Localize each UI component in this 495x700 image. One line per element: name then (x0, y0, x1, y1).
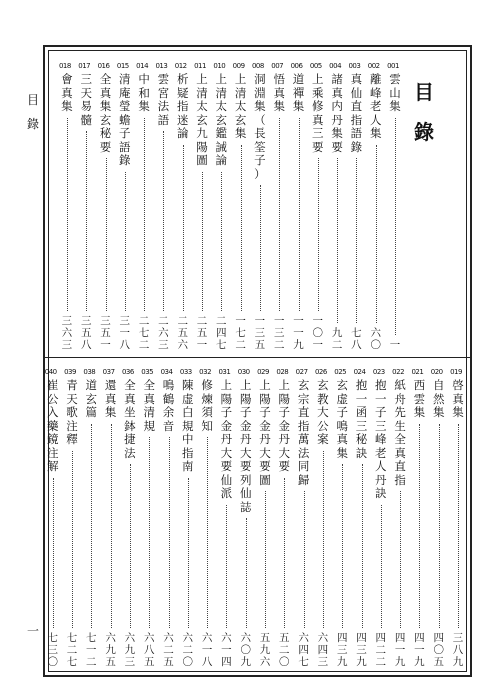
toc-entry-title: 上 清 太 玄 鑑 誡 論 (215, 72, 228, 167)
toc-entry-title: 全 真 清 規 (143, 378, 155, 433)
toc-entry-title: 紙 舟 先 生 全 真 直 指 (394, 378, 406, 487)
toc-entry-page: 七 八 (351, 327, 362, 351)
toc-leader-dots (226, 505, 240, 629)
toc-entry-number: 007 (271, 62, 284, 70)
toc-entry-page: 六 四 三 (317, 632, 329, 668)
toc-entry[interactable] (176, 62, 190, 141)
toc-entry[interactable] (118, 62, 132, 168)
toc-entry-page: 六 九 五 (105, 632, 116, 668)
toc-leader-dots (362, 464, 376, 628)
toc-entry-page: 一 一 九 (293, 315, 304, 351)
toc-entry-page: 一 三 五 (254, 315, 266, 351)
toc-entry[interactable] (330, 62, 344, 154)
toc-entry[interactable] (451, 368, 465, 420)
toc-leader-dots (111, 424, 125, 629)
toc-entry-title: 三 天 易 髓 (80, 72, 92, 127)
toc-entry-page: 六 〇 九 (240, 632, 251, 668)
page-title: 目 錄 (414, 80, 434, 144)
toc-leader-dots (419, 424, 433, 629)
toc-entry-number: 017 (78, 62, 91, 70)
toc-leader-dots (221, 172, 235, 312)
toc-entry-page: 二 七 二 (138, 315, 150, 351)
toc-leader-dots (246, 518, 260, 628)
toc-leader-dots (381, 505, 395, 629)
toc-leader-dots (86, 131, 100, 311)
toc-leader-dots (106, 158, 120, 311)
toc-entry[interactable] (369, 62, 383, 141)
toc-entry-title: 中 和 集 (138, 72, 150, 113)
toc-entry-title: 全 真 集 玄 秘 要 (99, 72, 112, 154)
toc-entry[interactable] (200, 368, 214, 433)
toc-entry-number: 019 (450, 368, 462, 376)
toc-entry-title: 真 仙 直 指 語 錄 (350, 72, 363, 154)
toc-entry-page: 四 一 九 (414, 632, 425, 668)
toc-entry-number: 024 (353, 368, 366, 376)
toc-entry[interactable] (349, 62, 363, 154)
toc-leader-dots (67, 118, 81, 312)
toc-entry-page: 二 六 三 (158, 315, 169, 351)
toc-entry[interactable] (137, 62, 151, 114)
toc-entry-title: 修 煉 須 知 (201, 378, 213, 433)
toc-entry-title: 陳 虚 白 規 中 指 南 (182, 378, 194, 473)
toc-entry[interactable] (104, 368, 118, 420)
toc-entry[interactable] (374, 368, 388, 501)
toc-entry-number: 033 (179, 368, 192, 376)
toc-entry-number: 031 (218, 368, 231, 376)
toc-entry-page: 三 八 九 (452, 632, 464, 668)
toc-entry-number: 038 (83, 368, 96, 376)
toc-entry-title: 上 陽 子 金 丹 大 要 仙 派 (220, 378, 233, 500)
toc-entry-page: 二 五 六 (177, 315, 188, 351)
toc-entry-title: 上 陽 子 金 丹 大 要 圖 (259, 378, 271, 487)
toc-entry-page: 九 二 (331, 327, 343, 351)
toc-entry[interactable] (239, 368, 253, 514)
toc-entry[interactable] (355, 368, 369, 460)
toc-entry-number: 008 (251, 62, 264, 70)
toc-entry-number: 016 (97, 62, 110, 70)
toc-leader-dots (299, 118, 313, 312)
toc-entry-title: 西 雲 集 (413, 378, 426, 419)
toc-entry-page: 四 一 九 (394, 632, 406, 668)
toc-leader-dots (342, 464, 356, 628)
gutter-label-text: 目 錄 (26, 93, 39, 131)
toc-entry-title: 會 真 集 (61, 72, 73, 113)
toc-entry-title: 啓 真 集 (452, 378, 464, 419)
toc-entry-number: 023 (372, 368, 385, 376)
toc-entry-page: 六 二 五 (163, 632, 174, 668)
toc-leader-dots (91, 424, 105, 629)
toc-entry-title: 洞 淵 集 （ 長 筌 子 ） (254, 72, 266, 181)
toc-entry[interactable] (253, 62, 267, 181)
toc-entry[interactable] (142, 368, 156, 433)
toc-entry-number: 022 (392, 368, 405, 376)
toc-entry[interactable] (60, 62, 74, 114)
toc-entry[interactable] (388, 62, 402, 114)
toc-entry-title: 玄 教 大 公 案 (317, 378, 329, 446)
toc-entry-title: 道 禪 集 (292, 72, 305, 113)
toc-entry-page: 七 二 七 (66, 632, 78, 668)
toc-entry-page: 一 三 二 (273, 315, 285, 351)
toc-leader-dots (284, 478, 298, 629)
toc-entry-title: 析 疑 指 迷 論 (176, 72, 189, 140)
toc-entry-number: 013 (155, 62, 168, 70)
toc-leader-dots (395, 118, 409, 336)
toc-entry-number: 040 (44, 368, 57, 376)
toc-entry-number: 037 (102, 368, 115, 376)
gutter-label (26, 88, 40, 136)
toc-entry-page: 六 〇 (370, 327, 381, 351)
toc-entry-page: 六 八 五 (143, 632, 155, 668)
toc-entry-title: 全 真 坐 鉢 捷 法 (124, 378, 136, 460)
toc-entry-title: 抱 一 函 三 秘 訣 (355, 378, 368, 460)
toc-entry-number: 039 (64, 368, 76, 376)
toc-leader-dots (130, 464, 144, 628)
toc-leader-dots (376, 145, 390, 324)
toc-entry-title: 上 陽 子 金 丹 大 要 (278, 378, 291, 473)
toc-entry-number: 032 (199, 368, 212, 376)
toc-entry-page: 三 一 八 (119, 315, 131, 351)
toc-entry[interactable] (234, 62, 248, 141)
toc-entry-number: 020 (430, 368, 443, 376)
toc-entry-title: 上 清 太 玄 九 陽 圖 (196, 72, 208, 167)
toc-entry-title: 抱 一 子 三 峰 老 人 丹 訣 (375, 378, 387, 500)
toc-entry-number: 025 (334, 368, 347, 376)
toc-entry-title: 雲 山 集 (389, 72, 401, 113)
toc-leader-dots (163, 131, 177, 311)
toc-entry-title: 雲 宮 法 語 (157, 72, 170, 127)
toc-entry-page: 二 四 七 (216, 315, 227, 351)
toc-entry-page: 三 五 八 (80, 315, 92, 351)
toc-leader-dots (202, 172, 216, 312)
toc-entry-title: 諸 真 内 丹 集 要 (331, 72, 343, 154)
toc-entry-number: 011 (194, 62, 206, 70)
toc-entry[interactable] (432, 368, 446, 420)
toc-entry[interactable] (316, 368, 330, 447)
toc-leader-dots (125, 172, 139, 312)
toc-entry-title: 自 然 集 (432, 378, 445, 419)
toc-entry-page: 六 一 四 (221, 632, 232, 668)
toc-entry[interactable] (272, 62, 286, 114)
toc-leader-dots (279, 118, 293, 312)
toc-entry-number: 014 (136, 62, 149, 70)
toc-entry-page: 四 二 二 (375, 632, 387, 668)
toc-entry-title: 上 清 太 玄 集 (234, 72, 247, 140)
toc-entry-title: 悟 真 集 (273, 72, 285, 113)
toc-entry-number: 015 (116, 62, 129, 70)
toc-entry-number: 010 (213, 62, 226, 70)
toc-entry-page: 四 三 九 (356, 632, 367, 668)
toc-entry-title: 玄 虚 子 鳴 真 集 (336, 378, 348, 460)
toc-entry-page: 七 三 〇 (47, 632, 58, 668)
toc-leader-dots (265, 491, 279, 628)
toc-entry[interactable] (156, 62, 170, 127)
toc-entry-title: 上 乘 修 真 三 要 (312, 72, 324, 154)
toc-leader-dots (337, 158, 351, 323)
toc-entry-page: 六 二 〇 (182, 632, 194, 668)
toc-entry-number: 021 (411, 368, 424, 376)
toc-entry-number: 001 (387, 62, 399, 70)
toc-leader-dots (183, 145, 197, 312)
toc-entry-page: 六 九 三 (124, 632, 136, 668)
toc-leader-dots (207, 437, 221, 628)
toc-entry-page: 七 一 二 (86, 632, 97, 668)
toc-leader-dots (169, 437, 183, 628)
toc-entry-page: 六 四 七 (298, 632, 309, 668)
toc-leader-dots (356, 158, 370, 323)
toc-entry-number: 004 (329, 62, 342, 70)
toc-entry-number: 028 (276, 368, 289, 376)
toc-entry-number: 030 (237, 368, 250, 376)
section-divider (45, 357, 470, 358)
toc-entry[interactable] (277, 368, 291, 474)
toc-entry-number: 029 (257, 368, 269, 376)
toc-entry-page: 五 九 六 (259, 632, 271, 668)
toc-leader-dots (72, 451, 86, 629)
toc-entry-page: 三 五 一 (100, 315, 111, 351)
toc-entry[interactable] (412, 368, 426, 420)
toc-entry-number: 005 (309, 62, 322, 70)
toc-entry[interactable] (99, 62, 113, 154)
toc-entry[interactable] (65, 368, 79, 447)
toc-entry[interactable] (195, 62, 209, 168)
toc-leader-dots (323, 451, 337, 629)
toc-leader-dots (188, 478, 202, 629)
toc-entry-page: 一 七 二 (235, 315, 246, 351)
toc-entry-page: 一 (389, 339, 401, 351)
toc-leader-dots (304, 491, 318, 628)
toc-leader-dots (260, 185, 274, 311)
toc-entry-page: 二 五 一 (196, 315, 208, 351)
toc-entry[interactable] (181, 368, 195, 474)
toc-entry[interactable] (162, 368, 176, 433)
toc-entry-title: 清 庵 瑩 蟾 子 語 錄 (119, 72, 131, 167)
toc-entry-number: 003 (348, 62, 361, 70)
toc-leader-dots (53, 478, 67, 629)
toc-entry-number: 034 (160, 368, 173, 376)
toc-entry[interactable] (219, 368, 233, 501)
toc-entry-title: 上 陽 子 金 丹 大 要 列 仙 誌 (239, 378, 252, 514)
toc-entry-title: 離 峰 老 人 集 (369, 72, 382, 140)
toc-entry[interactable] (258, 368, 272, 487)
toc-entry-title: 崔 公 入 藥 鏡 注 解 (46, 378, 59, 473)
toc-leader-dots (318, 158, 332, 311)
toc-entry-page: 三 六 三 (61, 315, 73, 351)
page-number: 一 (27, 624, 40, 638)
toc-entry[interactable] (393, 368, 407, 487)
toc-entry[interactable] (214, 62, 228, 168)
toc-entry-number: 026 (314, 368, 327, 376)
toc-entry-number: 027 (295, 368, 308, 376)
toc-entry[interactable] (79, 62, 93, 127)
toc-entry-number: 012 (174, 62, 187, 70)
toc-entry-title: 玄 宗 直 指 萬 法 同 歸 (297, 378, 310, 487)
toc-entry-title: 道 玄 篇 (85, 378, 98, 419)
toc-entry[interactable] (84, 368, 98, 420)
toc-entry-title: 青 天 歌 注 釋 (66, 378, 78, 446)
toc-entry-number: 036 (121, 368, 134, 376)
toc-entry[interactable] (311, 62, 325, 154)
toc-entry-page: 四 〇 五 (433, 632, 444, 668)
toc-entry[interactable] (335, 368, 349, 460)
toc-entry-page: 一 〇 一 (312, 315, 324, 351)
toc-leader-dots (458, 424, 472, 629)
toc-entry-number: 006 (290, 62, 303, 70)
toc-entry[interactable] (292, 62, 306, 114)
toc-entry[interactable] (46, 368, 60, 474)
toc-leader-dots (144, 118, 158, 312)
toc-entry-number: 018 (58, 62, 71, 70)
toc-entry-page: 六 一 八 (201, 632, 213, 668)
toc-leader-dots (439, 424, 453, 629)
toc-leader-dots (400, 491, 414, 628)
toc-entry-number: 035 (141, 368, 154, 376)
toc-entry-page: 四 三 九 (336, 632, 348, 668)
toc-entry-number: 002 (367, 62, 380, 70)
toc-entry-number: 009 (232, 62, 245, 70)
toc-entry[interactable] (123, 368, 137, 460)
toc-leader-dots (241, 145, 255, 312)
toc-entry[interactable] (297, 368, 311, 487)
toc-entry-title: 鳴 鶴 余 音 (162, 378, 175, 433)
toc-entry-title: 還 真 集 (104, 378, 117, 419)
toc-leader-dots (149, 437, 163, 628)
toc-entry-page: 五 二 〇 (279, 632, 290, 668)
